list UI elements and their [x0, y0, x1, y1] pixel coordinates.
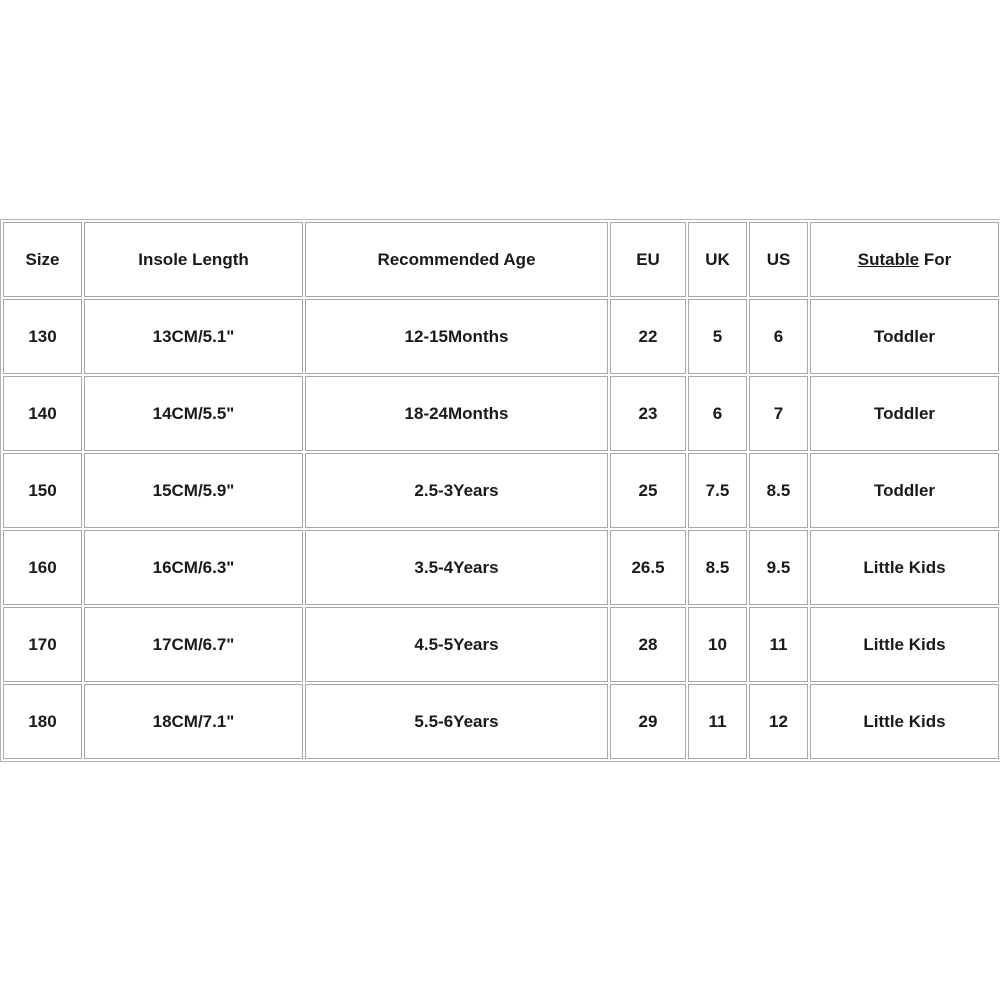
cell-eu: 29 [610, 684, 686, 759]
cell-insole-length: 18CM/7.1" [84, 684, 303, 759]
cell-eu: 23 [610, 376, 686, 451]
header-uk: UK [688, 222, 747, 297]
header-row [3, 222, 999, 297]
cell-recommended-age: 18-24Months [305, 376, 608, 451]
cell-insole-length: 16CM/6.3" [84, 530, 303, 605]
table-row [3, 299, 999, 374]
cell-uk: 11 [688, 684, 747, 759]
cell-uk: 10 [688, 607, 747, 682]
cell-recommended-age: 5.5-6Years [305, 684, 608, 759]
cell-recommended-age: 2.5-3Years [305, 453, 608, 528]
cell-suitable-for: Toddler [810, 453, 999, 528]
cell-size: 160 [3, 530, 82, 605]
cell-recommended-age: 4.5-5Years [305, 607, 608, 682]
cell-eu: 28 [610, 607, 686, 682]
cell-us: 8.5 [749, 453, 808, 528]
table-row [3, 530, 999, 605]
cell-recommended-age: 3.5-4Years [305, 530, 608, 605]
cell-us: 9.5 [749, 530, 808, 605]
cell-us: 7 [749, 376, 808, 451]
cell-us: 11 [749, 607, 808, 682]
table-row [3, 684, 999, 759]
cell-size: 130 [3, 299, 82, 374]
header-recommended-age: Recommended Age [305, 222, 608, 297]
cell-eu: 26.5 [610, 530, 686, 605]
header-eu: EU [610, 222, 686, 297]
cell-uk: 7.5 [688, 453, 747, 528]
cell-uk: 8.5 [688, 530, 747, 605]
cell-size: 170 [3, 607, 82, 682]
cell-insole-length: 17CM/6.7" [84, 607, 303, 682]
header-suitable-word: Sutable [857, 250, 920, 269]
cell-uk: 5 [688, 299, 747, 374]
header-suitable-for [810, 222, 999, 297]
cell-size: 140 [3, 376, 82, 451]
cell-suitable-for: Toddler [810, 299, 999, 374]
cell-suitable-for: Toddler [810, 376, 999, 451]
header-for-word: For [919, 250, 952, 269]
cell-insole-length: 14CM/5.5" [84, 376, 303, 451]
cell-eu: 25 [610, 453, 686, 528]
cell-us: 12 [749, 684, 808, 759]
table-row [3, 607, 999, 682]
cell-eu: 22 [610, 299, 686, 374]
cell-insole-length: 13CM/5.1" [84, 299, 303, 374]
cell-recommended-age: 12-15Months [305, 299, 608, 374]
cell-size: 180 [3, 684, 82, 759]
cell-us: 6 [749, 299, 808, 374]
table-row [3, 376, 999, 451]
cell-suitable-for: Little Kids [810, 607, 999, 682]
table-row [3, 453, 999, 528]
size-chart-table [0, 219, 1000, 762]
cell-size: 150 [3, 453, 82, 528]
cell-insole-length: 15CM/5.9" [84, 453, 303, 528]
cell-uk: 6 [688, 376, 747, 451]
cell-suitable-for: Little Kids [810, 530, 999, 605]
cell-suitable-for: Little Kids [810, 684, 999, 759]
header-us: US [749, 222, 808, 297]
header-size: Size [3, 222, 82, 297]
header-insole-length: Insole Length [84, 222, 303, 297]
